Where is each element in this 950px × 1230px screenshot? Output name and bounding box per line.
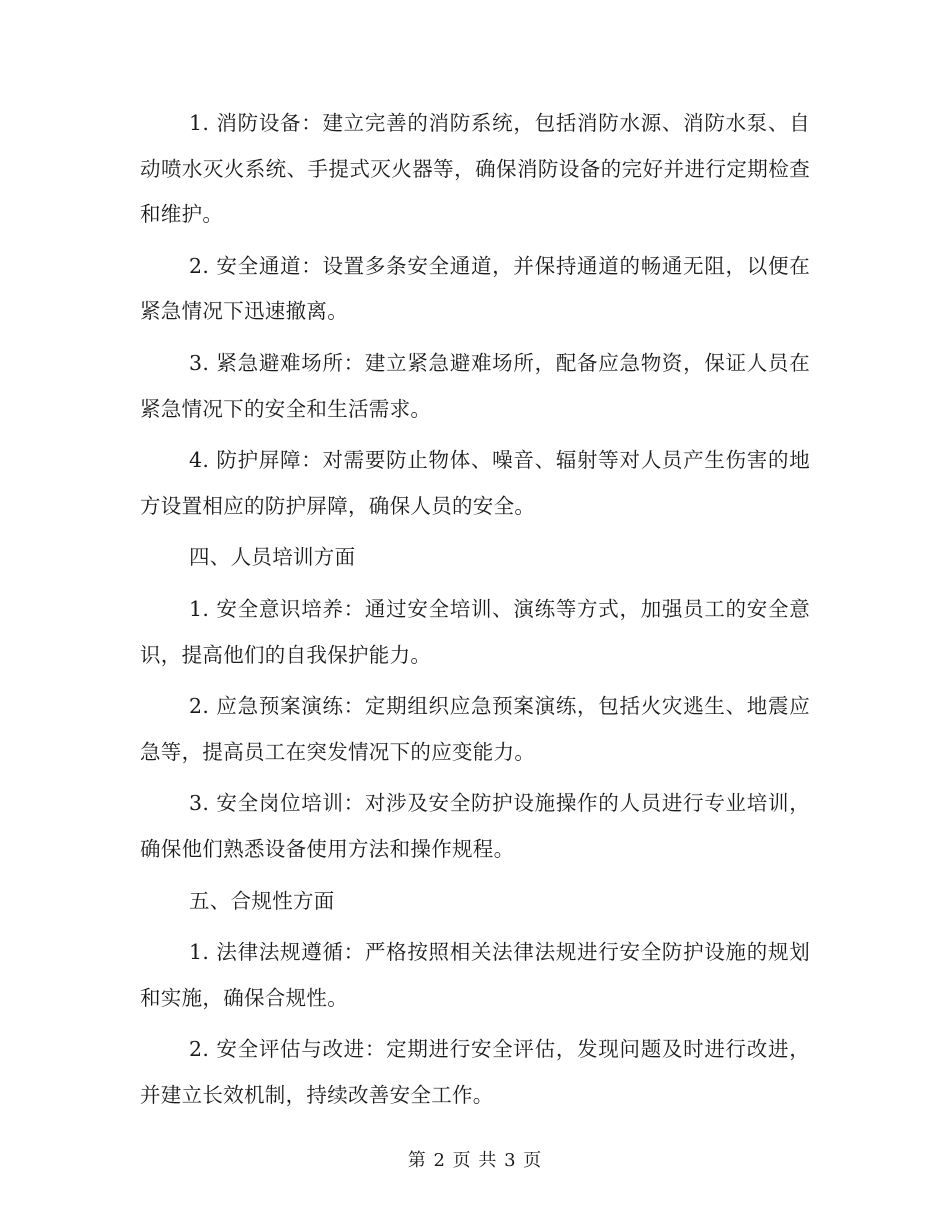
paragraph-post-training: 3. 安全岗位培训：对涉及安全防护设施操作的人员进行专业培训，确保他们熟悉设备使用方法和操作规程。 xyxy=(140,791,810,861)
section-heading-personnel-training: 四、人员培训方面 xyxy=(189,545,356,570)
paragraph-safety-awareness: 1. 安全意识培养：通过安全培训、演练等方式，加强员工的安全意识，提高他们的自我保护能力。 xyxy=(140,596,810,667)
paragraph-safety-assessment: 2. 安全评估与改进：定期进行安全评估，发现问题及时进行改进，并建立长效机制，持续改善安全工作。 xyxy=(140,1037,810,1107)
paragraph-safety-passage: 2. 安全通道：设置多条安全通道，并保持通道的畅通无阻，以便在紧急情况下迅速撤离。 xyxy=(140,253,810,324)
paragraph-fire-equipment: 1. 消防设备：建立完善的消防系统，包括消防水源、消防水泵、自动喷水灭火系统、手提式灭火器等，确保消防设备的完好并进行定期检查和维护。 xyxy=(140,111,810,227)
paragraph-legal-compliance: 1. 法律法规遵循：严格按照相关法律法规进行安全防护设施的规划和实施，确保合规性。 xyxy=(140,940,810,1010)
document-body xyxy=(140,101,810,1124)
page-footer: 第 2 页 共 3 页 xyxy=(407,1150,543,1171)
paragraph-emergency-drill: 2. 应急预案演练：定期组织应急预案演练，包括火灾逃生、地震应急等，提高员工在突发情况下的应变能力。 xyxy=(140,694,810,764)
paragraph-protective-barrier: 4. 防护屏障：对需要防止物体、噪音、辐射等对人员产生伤害的地方设置相应的防护屏障，确保人员的安全。 xyxy=(140,448,810,518)
section-heading-compliance: 五、合规性方面 xyxy=(189,888,335,913)
paragraph-emergency-shelter: 3. 紧急避难场所：建立紧急避难场所，配备应急物资，保证人员在紧急情况下的安全和生活需求。 xyxy=(140,350,810,421)
